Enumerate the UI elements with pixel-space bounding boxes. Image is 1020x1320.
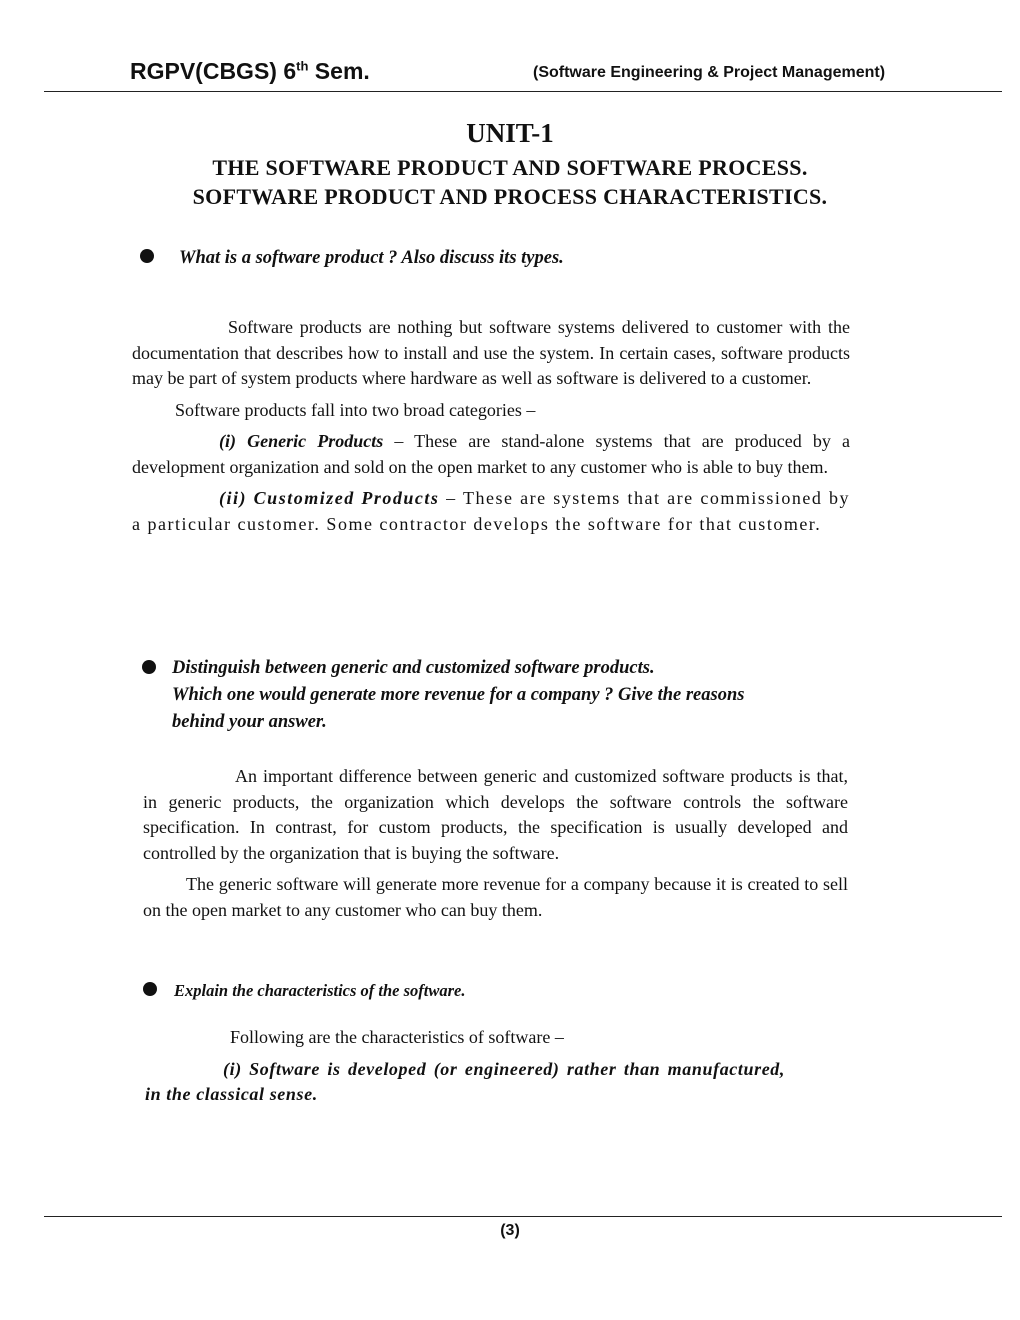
question-1: What is a software product ? Also discuss its types. [179, 248, 564, 268]
answer-2-paragraph-2: The generic software will generate more revenue for a company because it is created to sell on the open market to any customer who can buy them. [143, 874, 848, 920]
question-3: Explain the characteristics of the software. [174, 981, 466, 1000]
item-1-text: – These are stand-alone systems that are produced by a development organization and sold on the open market to any customer who is able to buy them. [132, 431, 850, 477]
answer-2 [143, 764, 848, 929]
answer-3-paragraph-1: Following are the characteristics of software – [230, 1027, 564, 1047]
bullet-icon [140, 249, 154, 263]
answer-1-paragraph-1: Software products are nothing but software systems delivered to customer with the documentation that describes how to install and use the system. In certain cases, software products may be part of system products where hardware as well as software is delivered to a customer. [132, 317, 850, 388]
unit-title-line2: SOFTWARE PRODUCT AND PROCESS CHARACTERISTICS. [192, 184, 828, 209]
question-2-line-1: Distinguish between generic and customized software products. [172, 658, 655, 678]
answer-1-paragraph-2: Software products fall into two broad categories – [175, 399, 536, 420]
answer-3 [145, 1025, 785, 1114]
question-2 [172, 655, 892, 736]
header-course-suffix: Sem. [308, 58, 370, 84]
answer-1-item-2 [132, 486, 850, 537]
answer-2-paragraph-1: An important difference between generic and customized software products is that, in generic products, the organization which develops the software controls the software specification. In contrast, for custom products, the specification is usually developed and controlled by the organization that is buying the software. [143, 766, 848, 863]
answer-1 [132, 315, 850, 543]
header-course-sup: th [296, 58, 309, 74]
page-number: (3) [500, 1222, 520, 1239]
unit-title-line1: THE SOFTWARE PRODUCT AND SOFTWARE PROCESS. [212, 155, 808, 180]
header-course [130, 58, 370, 85]
answer-1-item-1 [132, 429, 850, 480]
item-2-text: – These are systems that are commissioned by a particular customer. Some contractor develops the software for that customer. [132, 488, 851, 534]
answer-3-item-1: (i) Software is developed (or engineered) rather than manufactured, in the classical sense. [145, 1058, 785, 1104]
footer-divider [44, 1216, 1002, 1217]
question-2-line-3: behind your answer. [172, 712, 327, 732]
header-course-text: RGPV(CBGS) 6 [130, 58, 297, 84]
question-2-line-2: Which one would generate more revenue for a company ? Give the reasons [172, 685, 745, 705]
unit-label: UNIT-1 [466, 118, 554, 148]
bullet-icon [142, 660, 156, 674]
header-subject: (Software Engineering & Project Management) [533, 64, 886, 81]
item-1-label: (i) Generic Products [219, 431, 384, 451]
item-2-label: (ii) Customized Products [219, 488, 440, 508]
bullet-icon [143, 982, 157, 996]
header-divider [44, 91, 1002, 92]
